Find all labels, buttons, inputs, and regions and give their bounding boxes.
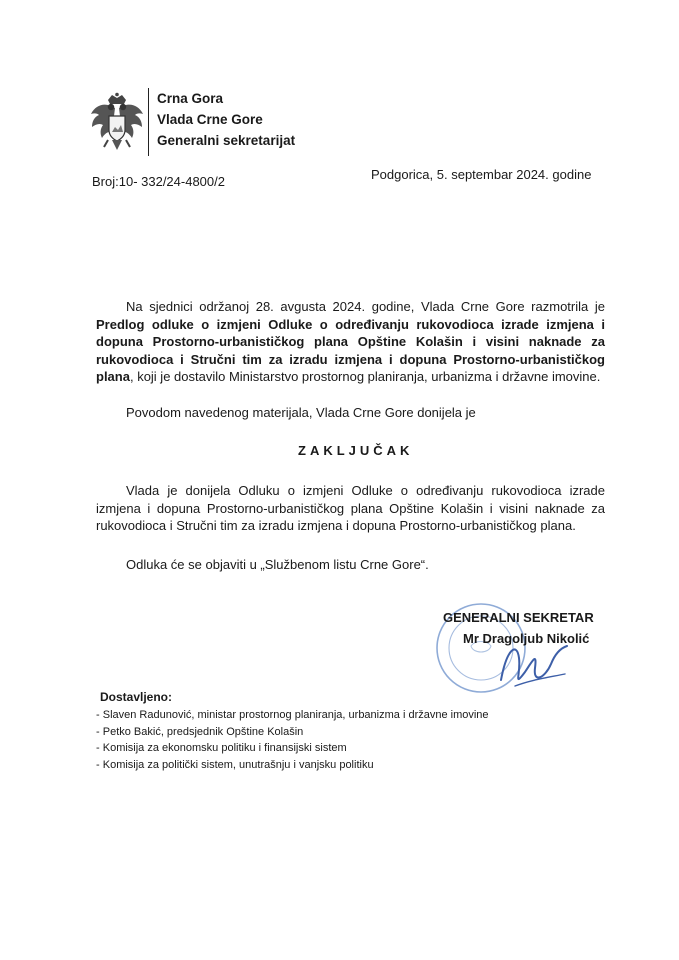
header-institution [157, 88, 295, 151]
paragraph-decision: Vlada je donijela Odluku o izmjeni Odluke o određivanju rukovodioca izrade izmjena i dopuna Prostorno-urbanističkog plana Opštine Kolašin i visini naknade za rukovodioca i Stručni tim za izradu izmjena i dopuna Prostorno-urbanističkog plana. [96, 483, 605, 533]
header-secretariat: Generalni sekretarijat [157, 133, 296, 148]
list-item: - Slaven Radunović, ministar prostornog planiranja, urbanizma i državne imovine [96, 707, 489, 724]
paragraph-publication: Odluka će se objaviti u „Službenom listu Crne Gore“. [126, 557, 429, 572]
place-and-date: Podgorica, 5. septembar 2024. godine [371, 167, 592, 182]
paragraph-session [96, 298, 605, 386]
header-country: Crna Gora [157, 91, 224, 106]
montenegro-coat-of-arms-icon [88, 92, 146, 154]
list-item: - Komisija za ekonomsku politiku i finansijski sistem [96, 740, 489, 757]
signatory-name: Mr Dragoljub Nikolić [463, 631, 590, 646]
list-item: - Petko Bakić, predsjednik Opštine Kolašin [96, 724, 489, 741]
header-government: Vlada Crne Gore [157, 112, 263, 127]
list-item: - Komisija za politički sistem, unutrašnju i vanjsku politiku [96, 757, 489, 774]
conclusion-heading: ZAKLJUČAK [298, 443, 414, 458]
signatory-title: GENERALNI SEKRETAR [443, 610, 594, 625]
paragraph-session-intro: Na sjednici održanoj 28. avgusta 2024. godine, Vlada Crne Gore razmotrila je [126, 299, 605, 314]
reference-number: Broj:10- 332/24-4800/2 [92, 174, 225, 189]
header-divider [148, 88, 149, 156]
paragraph-session-outro: , koji je dostavilo Ministarstvo prostornog planiranja, urbanizma i državne imovine. [129, 369, 601, 384]
distribution-list [96, 707, 489, 773]
proposal-title: Predlog odluke o izmjeni Odluke o određivanju rukovodioca izrade izmjena i dopuna Prostorno-urbanističkog plana Opštine Kolašin i visini naknade za rukovodioca i Stručni tim za izradu izmjena i dopuna Prostorno-urbanističkog plana [96, 316, 605, 384]
distribution-title: Dostavljeno: [100, 690, 173, 704]
paragraph-adopted: Povodom navedenog materijala, Vlada Crne Gore donijela je [126, 405, 476, 420]
